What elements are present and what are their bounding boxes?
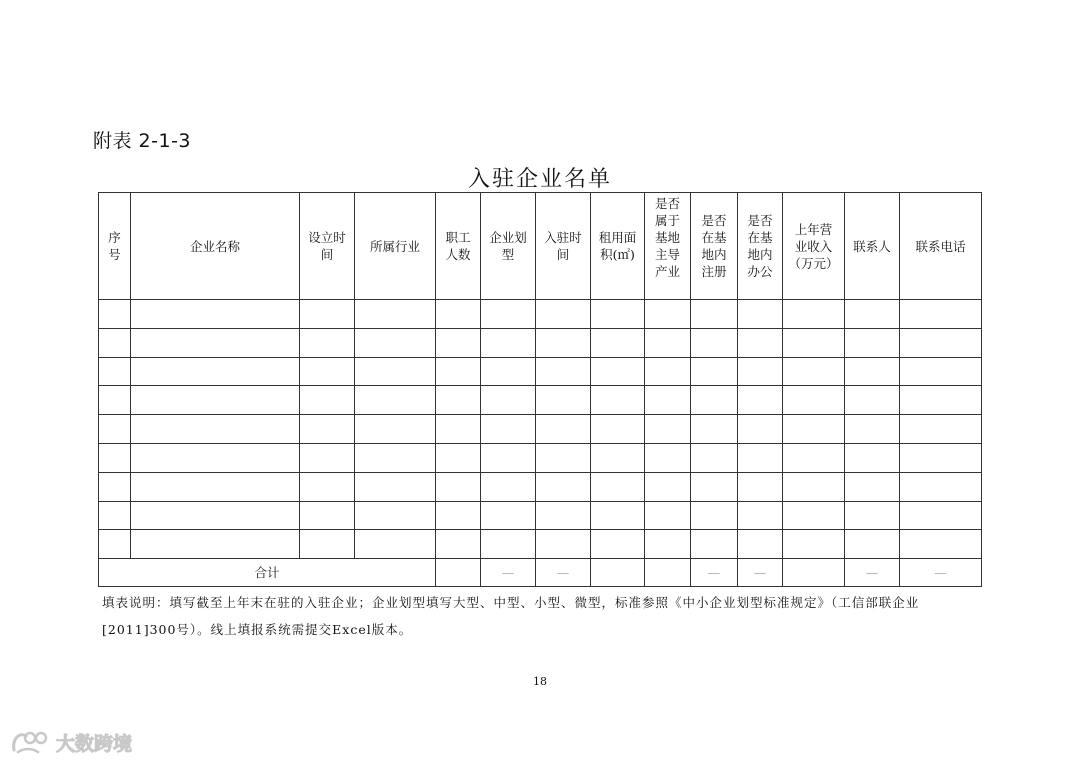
- header-founding-date: 设立时 间: [300, 193, 355, 300]
- table-row: [99, 530, 982, 559]
- header-leading-industry: 是否 属于 基地 主导 产业: [645, 193, 691, 300]
- document-title: 入驻企业名单: [467, 167, 612, 192]
- table-body: [99, 300, 982, 587]
- watermark-text: 大数跨境: [56, 732, 133, 755]
- header-office-in-base: 是否 在基 地内 办公: [738, 193, 783, 300]
- table-row: [99, 328, 982, 357]
- attachment-label: 附表 2-1-3: [93, 130, 192, 152]
- total-cell: [436, 559, 481, 587]
- brand-logo-icon: [10, 728, 50, 756]
- header-enterprise-size: 企业划 型: [481, 193, 536, 300]
- total-cell: [591, 559, 645, 587]
- table-row: [99, 357, 982, 386]
- header-entry-date: 入驻时 间: [536, 193, 591, 300]
- total-cell: —: [738, 559, 783, 587]
- header-leased-area: 租用面 积(㎡): [591, 193, 645, 300]
- table-row: [99, 443, 982, 472]
- total-cell: —: [536, 559, 591, 587]
- total-cell: —: [481, 559, 536, 587]
- header-contact-person: 联系人: [845, 193, 900, 300]
- total-cell: —: [845, 559, 900, 587]
- table-row: [99, 501, 982, 530]
- table-row: [99, 300, 982, 329]
- table-row: [99, 472, 982, 501]
- total-cell: —: [691, 559, 738, 587]
- enterprise-roster-table: [98, 192, 982, 587]
- fill-instructions-note: 填表说明：填写截至上年末在驻的入驻企业；企业划型填写大型、中型、小型、微型，标准参照《中小企业划型标准规定》（工信部联企业[2011]300号）。线上填报系统需提交Excel版本。: [102, 595, 920, 637]
- table-row: [99, 386, 982, 415]
- table-header-row: [99, 193, 982, 300]
- total-cell: [645, 559, 691, 587]
- total-label: 合计: [99, 559, 436, 587]
- header-index: 序 号: [99, 193, 131, 300]
- header-company-name: 企业名称: [131, 193, 300, 300]
- header-registered-in-base: 是否 在基 地内 注册: [691, 193, 738, 300]
- total-row: [99, 559, 982, 587]
- page-number: 18: [533, 675, 547, 688]
- header-industry: 所属行业: [355, 193, 436, 300]
- header-annual-revenue: 上年营 业收入 （万元）: [783, 193, 845, 300]
- header-employee-count: 职工 人数: [436, 193, 481, 300]
- total-cell: —: [900, 559, 982, 587]
- header-contact-phone: 联系电话: [900, 193, 982, 300]
- total-cell: [783, 559, 845, 587]
- watermark: [10, 728, 132, 756]
- table-row: [99, 415, 982, 444]
